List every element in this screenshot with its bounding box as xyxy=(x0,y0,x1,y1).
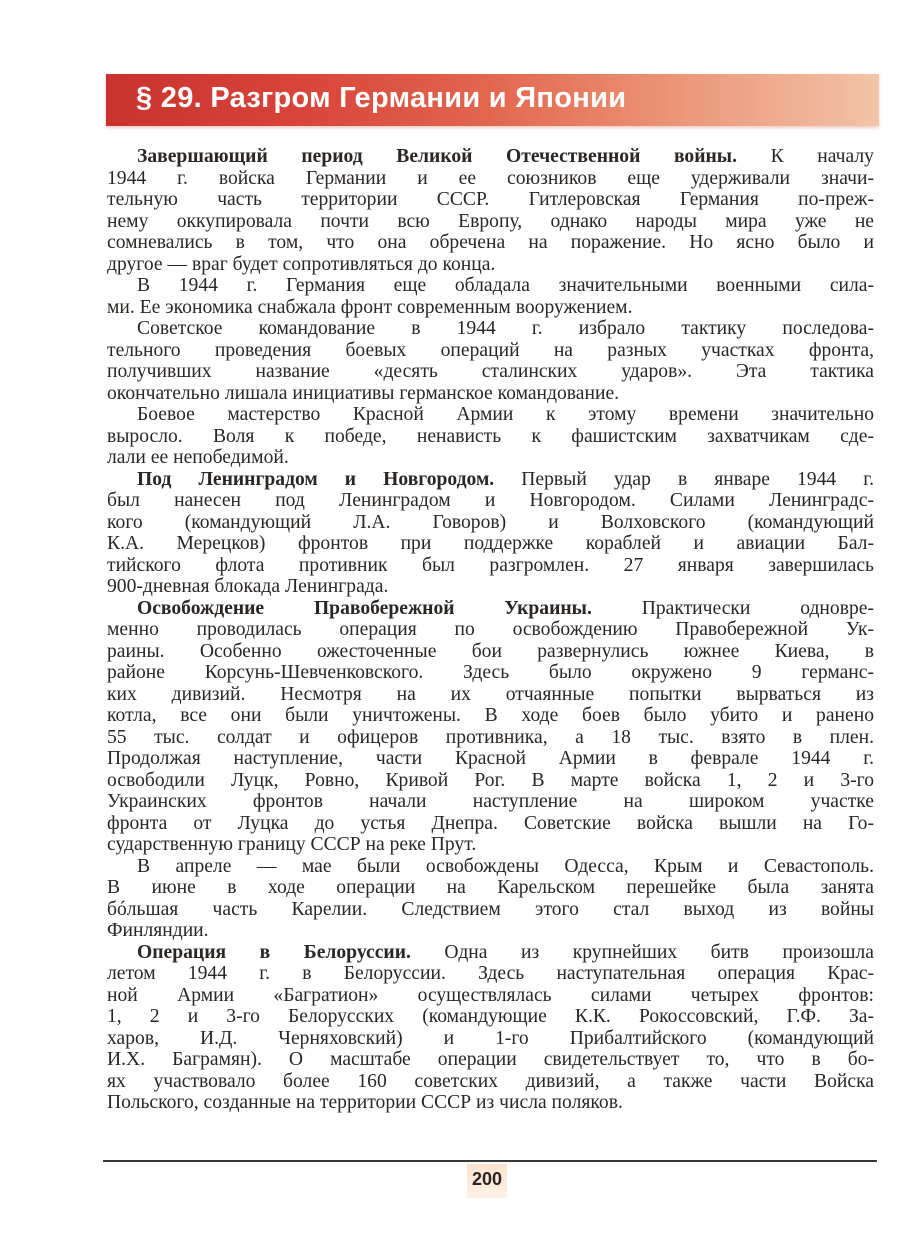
line-text: Финляндии. xyxy=(107,920,209,941)
text-line xyxy=(107,942,874,964)
text-line xyxy=(107,963,874,985)
line-text: Одна из крупнейших битв произошла xyxy=(444,941,874,963)
line-text: кого (командующий Л.А. Говоров) и Волховского (командующий xyxy=(107,511,874,533)
footer-rule xyxy=(103,1160,877,1162)
line-text: летом 1944 г. в Белоруссии. Здесь наступательная операция Крас- xyxy=(107,963,874,984)
text-line xyxy=(107,1006,874,1028)
line-text: ми. Ее экономика снабжала фронт современным вооружением. xyxy=(107,296,633,318)
line-text: сударственную границу СССР на реке Прут. xyxy=(107,834,477,855)
paragraph xyxy=(107,942,874,1114)
line-text: был нанесен под Ленинградом и Новгородом. Силами Ленинградс- xyxy=(107,490,874,511)
paragraph xyxy=(107,856,874,942)
page-number: 200 xyxy=(467,1164,507,1198)
text-line xyxy=(107,834,874,856)
paragraph-lead-heading: Под Ленинградом и Новгородом. xyxy=(137,468,495,490)
line-text: лали ее непобедимой. xyxy=(107,447,289,468)
text-line xyxy=(107,297,874,319)
line-text: районе Корсунь-Шевченковского. Здесь было окружено 9 германс- xyxy=(107,662,874,683)
line-text: получивших название «десять сталинских ударов». Эта тактика xyxy=(107,361,874,382)
line-text: выросло. Воля к победе, ненависть к фашистским захватчикам сде- xyxy=(107,425,874,447)
line-text: фронта от Луцка до устья Днепра. Советские войска вышли на Го- xyxy=(107,812,874,834)
text-line xyxy=(107,684,874,706)
text-line xyxy=(107,426,874,448)
line-text: менно проводилась операция по освобождению Правобережной Ук- xyxy=(107,619,874,640)
text-line xyxy=(107,813,874,835)
text-line xyxy=(107,770,874,792)
section-header-banner xyxy=(106,74,879,126)
text-line xyxy=(107,877,874,899)
section-title: § 29. Разгром Германии и Японии xyxy=(136,82,627,114)
line-text: другое — враг будет сопротивляться до конца. xyxy=(107,253,496,275)
paragraph xyxy=(107,469,874,598)
text-line xyxy=(107,598,874,620)
line-text: В июне в ходе операции на Карельском перешейке была занята xyxy=(107,877,874,898)
paragraph xyxy=(107,404,874,469)
text-line xyxy=(107,727,874,749)
paragraph xyxy=(107,598,874,856)
text-line xyxy=(107,469,874,491)
text-line xyxy=(107,856,874,878)
text-line xyxy=(107,705,874,727)
text-line xyxy=(107,512,874,534)
line-text: ях участвовало более 160 советских дивизий, а также части Войска xyxy=(107,1070,874,1092)
text-line xyxy=(107,340,874,362)
line-text: бóльшая часть Карелии. Следствием этого стал выход из войны xyxy=(107,898,874,920)
line-text: 900-дневная блокада Ленинграда. xyxy=(107,576,389,597)
line-text: котла, все они были уничтожены. В ходе боев было убито и ранено xyxy=(107,705,874,726)
text-line xyxy=(107,404,874,426)
paragraph-lead-heading: Операция в Белоруссии. xyxy=(137,941,411,963)
line-text: Продолжая наступление, части Красной Армии в феврале 1944 г. xyxy=(107,748,874,769)
line-text: Советское командование в 1944 г. избрало тактику последова- xyxy=(137,318,874,339)
text-line xyxy=(107,920,874,942)
text-line xyxy=(107,576,874,598)
line-text: 1944 г. войска Германии и ее союзников еще удерживали значи- xyxy=(107,167,874,189)
line-text: ной Армии «Багратион» осуществлялась силами четырех фронтов: xyxy=(107,984,874,1006)
text-line xyxy=(107,232,874,254)
text-line xyxy=(107,641,874,663)
line-text: В 1944 г. Германия еще обладала значительными военными сила- xyxy=(137,275,874,296)
line-text: В апреле — мае были освобождены Одесса, Крым и Севастополь. xyxy=(137,855,874,877)
text-line xyxy=(107,899,874,921)
line-text: сомневались в том, что она обречена на поражение. Но ясно было и xyxy=(107,232,874,253)
line-text: харов, И.Д. Черняховский) и 1-го Прибалтийского (командующий xyxy=(107,1027,874,1049)
text-line xyxy=(107,555,874,577)
text-line xyxy=(107,1028,874,1050)
paragraph-lead-heading: Освобождение Правобережной Украины. xyxy=(137,597,592,619)
text-line xyxy=(107,1049,874,1071)
line-text: 1, 2 и 3-го Белорусских (командующие К.К. Рокоссовский, Г.Ф. За- xyxy=(107,1006,874,1027)
line-text: Первый удар в январе 1944 г. xyxy=(521,468,874,490)
text-line xyxy=(107,189,874,211)
text-line xyxy=(107,533,874,555)
paragraph xyxy=(107,275,874,318)
text-line xyxy=(107,490,874,512)
text-line xyxy=(107,1092,874,1114)
text-line xyxy=(107,383,874,405)
line-text: освободили Луцк, Ровно, Кривой Рог. В марте войска 1, 2 и 3-го xyxy=(107,769,874,791)
line-text: окончательно лишала инициативы германское командование. xyxy=(107,382,620,404)
line-text: Боевое мастерство Красной Армии к этому времени значительно xyxy=(137,404,874,425)
body-text xyxy=(107,146,874,1114)
paragraph-lead-heading: Завершающий период Великой Отечественной войны. xyxy=(137,146,737,167)
line-text: тельную часть территории СССР. Гитлеровская Германия по-преж- xyxy=(107,189,874,210)
text-line xyxy=(107,447,874,469)
line-text: Украинских фронтов начали наступление на широком участке xyxy=(107,791,874,812)
line-text: тельного проведения боевых операций на разных участках фронта, xyxy=(107,339,874,361)
line-text: нему оккупировала почти всю Европу, однако народы мира уже не xyxy=(107,210,874,232)
text-line xyxy=(107,662,874,684)
line-text: Практически одновре- xyxy=(641,597,874,619)
paragraph xyxy=(107,318,874,404)
line-text: 55 тыс. солдат и офицеров противника, а 18 тыс. взято в плен. xyxy=(107,726,874,748)
text-line xyxy=(107,748,874,770)
line-text: ких дивизий. Несмотря на их отчаянные попытки вырваться из xyxy=(107,683,874,705)
line-text: раины. Особенно ожесточенные бои развернулись южнее Киева, в xyxy=(107,640,874,662)
line-text: Польского, созданные на территории СССР из числа поляков. xyxy=(107,1092,623,1113)
text-line xyxy=(107,254,874,276)
text-line xyxy=(107,168,874,190)
text-line xyxy=(107,275,874,297)
text-line xyxy=(107,211,874,233)
text-line xyxy=(107,985,874,1007)
line-text: К началу xyxy=(770,146,874,167)
text-line xyxy=(107,1071,874,1093)
text-line xyxy=(107,146,874,168)
paragraph xyxy=(107,146,874,275)
text-line xyxy=(107,791,874,813)
text-line xyxy=(107,361,874,383)
text-line xyxy=(107,318,874,340)
text-line xyxy=(107,619,874,641)
line-text: тийского флота противник был разгромлен. 27 января завершилась xyxy=(107,554,874,576)
line-text: К.А. Мерецков) фронтов при поддержке кораблей и авиации Бал- xyxy=(107,533,874,554)
line-text: И.Х. Баграмян). О масштабе операции свидетельствует то, что в бо- xyxy=(107,1049,874,1070)
